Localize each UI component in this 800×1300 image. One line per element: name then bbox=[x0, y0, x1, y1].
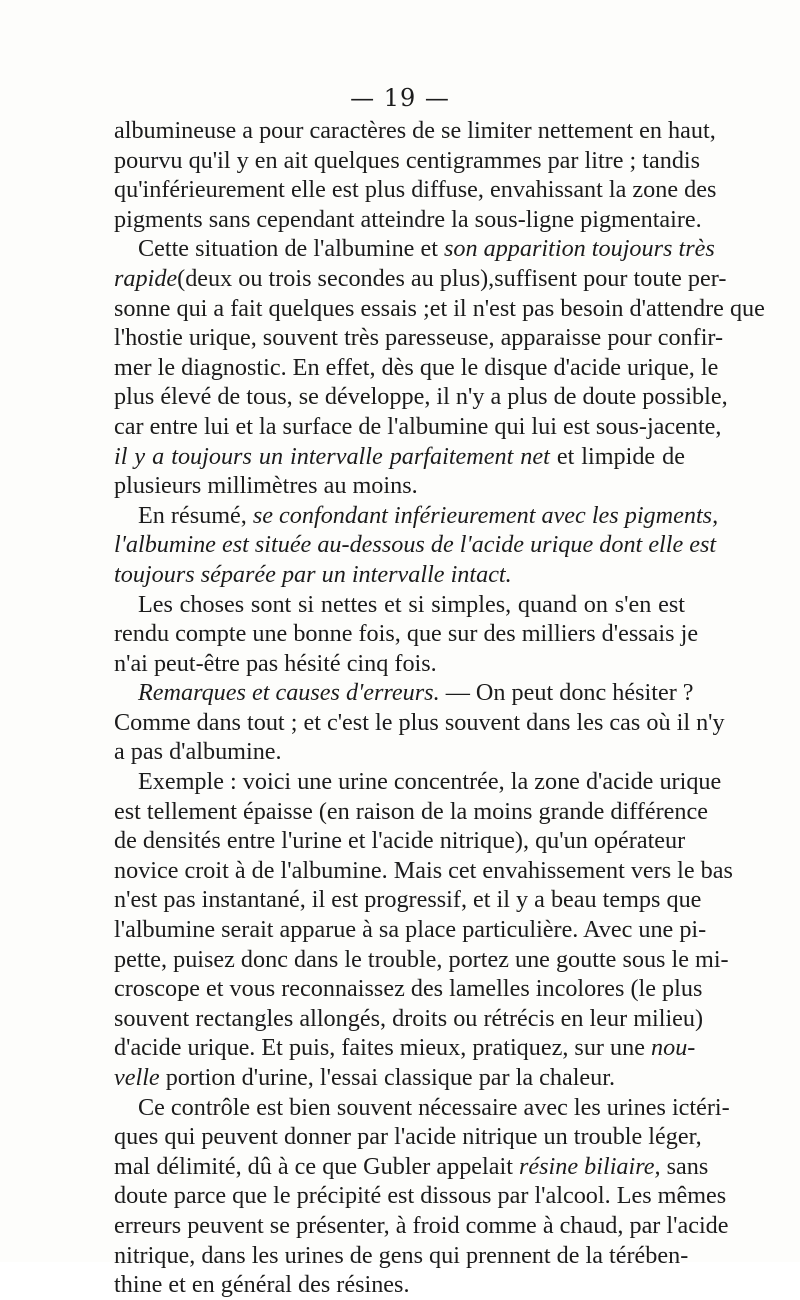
body-text bbox=[114, 116, 765, 1300]
text-line bbox=[114, 1241, 689, 1271]
line-text: doute parce que le précipité est dissous par l'alcool. Les mêmes bbox=[114, 1182, 727, 1210]
line-text: — On peut donc hésiter ? bbox=[439, 679, 694, 707]
text-line bbox=[114, 1093, 730, 1123]
text-line bbox=[114, 205, 702, 235]
line-text: sonne qui a fait quelques essais ;et il n'est pas besoin d'attendre que bbox=[114, 294, 765, 322]
line-text: car entre lui et la surface de l'albumine qui lui est sous-jacente, bbox=[114, 412, 722, 440]
line-text: l'hostie urique, souvent très paresseuse, apparaisse pour confir- bbox=[114, 324, 724, 352]
text-line bbox=[114, 471, 685, 501]
italic-phrase: résine biliaire, bbox=[519, 1152, 661, 1180]
text-line bbox=[114, 116, 716, 146]
text-line bbox=[114, 146, 701, 176]
text-line bbox=[114, 767, 722, 797]
line-text: mal délimité, dû à ce que Gubler appelait bbox=[114, 1152, 519, 1180]
line-text: Cette situation de l'albumine et bbox=[138, 235, 444, 263]
line-text: a pas d'albumine. bbox=[114, 738, 282, 766]
line-text: qu'inférieurement elle est plus diffuse, envahissant la zone des bbox=[114, 176, 717, 204]
text-line bbox=[114, 737, 685, 767]
text-line bbox=[114, 353, 719, 383]
italic-phrase: toujours séparée par un intervalle intact. bbox=[114, 560, 512, 588]
line-text: est tellement épaisse (en raison de la moins grande différence bbox=[114, 797, 708, 825]
line-text: Comme dans tout ; et c'est le plus souvent dans les cas où il n'y bbox=[114, 708, 725, 736]
line-text: (deux ou trois secondes au plus),suffisent pour toute per- bbox=[177, 264, 727, 292]
text-line bbox=[114, 649, 685, 679]
line-text: croscope et vous reconnaissez des lamelles incolores (le plus bbox=[114, 975, 703, 1003]
line-text: n'est pas instantané, il est progressif, et il y a beau temps que bbox=[114, 886, 702, 914]
line-text: n'ai peut-être pas hésité cinq fois. bbox=[114, 649, 437, 677]
text-line bbox=[114, 530, 717, 560]
text-line bbox=[114, 885, 702, 915]
line-text: nitrique, dans les urines de gens qui prennent de la térében- bbox=[114, 1241, 689, 1269]
text-line bbox=[114, 264, 727, 294]
line-text: pette, puisez donc dans le trouble, portez une goutte sous le mi- bbox=[114, 945, 729, 973]
text-line bbox=[114, 856, 733, 886]
text-line bbox=[114, 1181, 727, 1211]
text-line bbox=[114, 590, 685, 620]
line-text: de densités entre l'urine et l'acide nitrique), qu'un opérateur bbox=[114, 827, 686, 855]
page-number: — 19 — bbox=[350, 84, 450, 112]
line-text: erreurs peuvent se présenter, à froid comme à chaud, par l'acide bbox=[114, 1211, 729, 1239]
line-text: et limpide de bbox=[549, 442, 685, 470]
text-line bbox=[114, 234, 715, 264]
text-line bbox=[114, 1004, 704, 1034]
text-line bbox=[114, 1211, 729, 1241]
italic-phrase: rapide bbox=[114, 264, 178, 292]
text-line bbox=[114, 1063, 685, 1093]
line-text: rendu compte une bonne fois, que sur des milliers d'essais je bbox=[114, 620, 699, 648]
line-text: Les choses sont si nettes et si simples, quand on s'en est bbox=[138, 590, 685, 618]
italic-phrase: Remarques et causes d'erreurs. bbox=[138, 679, 440, 707]
line-text: souvent rectangles allongés, droits ou rétrécis en leur milieu) bbox=[114, 1004, 704, 1032]
line-text: En résumé, bbox=[138, 501, 253, 529]
italic-phrase: velle bbox=[114, 1064, 160, 1091]
text-line bbox=[114, 708, 725, 738]
text-line bbox=[114, 974, 703, 1004]
text-line bbox=[114, 619, 699, 649]
line-text: albumineuse a pour caractères de se limiter nettement en haut, bbox=[114, 117, 716, 144]
line-text: Ce contrôle est bien souvent nécessaire avec les urines ictéri- bbox=[138, 1093, 730, 1121]
line-text: sans bbox=[660, 1152, 709, 1180]
italic-phrase: son apparition toujours très bbox=[443, 235, 715, 263]
text-line bbox=[114, 1033, 696, 1063]
text-line bbox=[114, 826, 685, 856]
text-line bbox=[114, 1270, 685, 1300]
line-text: novice croit à de l'albumine. Mais cet envahissement vers le bas bbox=[114, 856, 733, 884]
line-text: l'albumine serait apparue à sa place particulière. Avec une pi- bbox=[114, 916, 707, 944]
line-text: pourvu qu'il y en ait quelques centigrammes par litre ; tandis bbox=[114, 146, 701, 174]
italic-phrase: il y a toujours un intervalle parfaitement net bbox=[114, 442, 550, 470]
text-line bbox=[114, 678, 694, 708]
text-line bbox=[114, 442, 685, 472]
text-line bbox=[114, 412, 722, 442]
text-line bbox=[114, 1152, 709, 1182]
text-line bbox=[114, 501, 719, 531]
line-text: portion d'urine, l'essai classique par la chaleur. bbox=[159, 1064, 616, 1091]
line-text: mer le diagnostic. En effet, dès que le disque d'acide urique, le bbox=[114, 353, 719, 381]
line-text: plusieurs millimètres au moins. bbox=[114, 472, 418, 500]
text-line bbox=[114, 175, 717, 205]
line-text: Exemple : voici une urine concentrée, la zone d'acide urique bbox=[138, 768, 722, 796]
italic-phrase: l'albumine est située au-dessous de l'acide urique dont elle est bbox=[114, 531, 717, 559]
text-line bbox=[114, 382, 728, 412]
line-text: d'acide urique. Et puis, faites mieux, pratiquez, sur une bbox=[114, 1034, 651, 1062]
italic-phrase: nou- bbox=[651, 1034, 696, 1062]
italic-phrase: se confondant inférieurement avec les pigments, bbox=[252, 501, 719, 529]
line-text: ques qui peuvent donner par l'acide nitrique un trouble léger, bbox=[114, 1123, 702, 1151]
line-text: plus élevé de tous, se développe, il n'y a plus de doute possible, bbox=[114, 383, 728, 411]
text-line bbox=[114, 797, 708, 827]
text-line bbox=[114, 915, 707, 945]
text-line bbox=[114, 945, 729, 975]
text-line bbox=[114, 1122, 702, 1152]
text-line bbox=[114, 323, 724, 353]
text-line bbox=[114, 560, 685, 590]
text-line bbox=[114, 294, 765, 324]
line-text: pigments sans cependant atteindre la sous-ligne pigmentaire. bbox=[114, 205, 702, 233]
line-text: thine et en général des résines. bbox=[114, 1271, 410, 1299]
